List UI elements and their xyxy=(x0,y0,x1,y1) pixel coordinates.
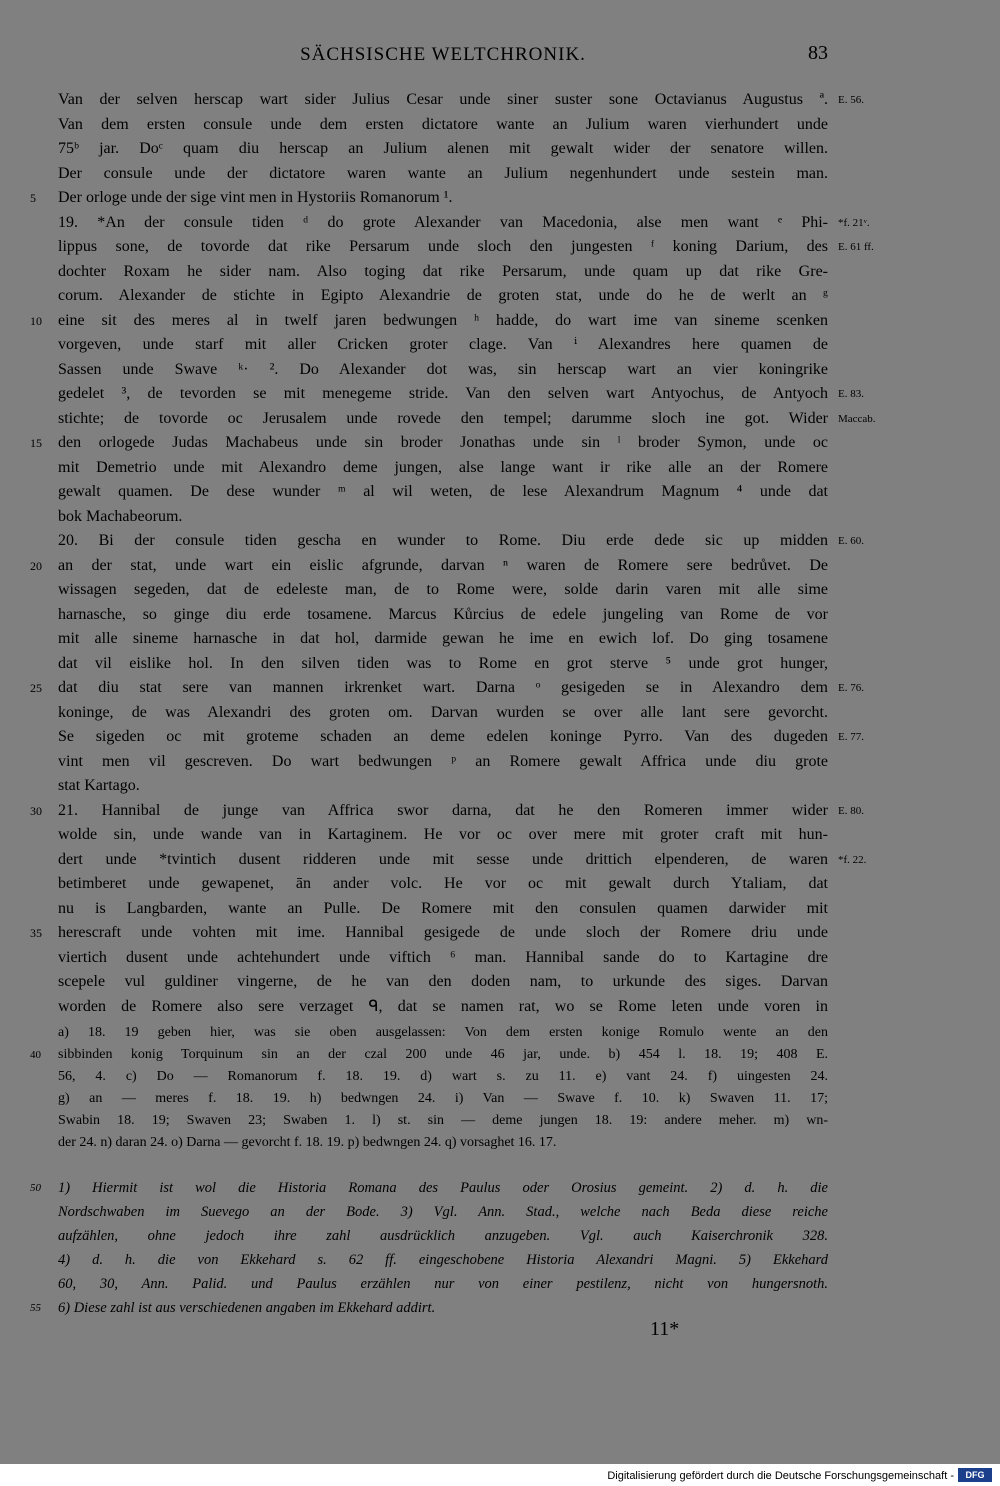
text-line xyxy=(30,431,828,456)
text-line xyxy=(30,1176,828,1200)
signature-mark: 11* xyxy=(650,1318,680,1340)
text-line xyxy=(58,505,828,530)
line-text: worden de Romere also sere verzaget ᑫ, dat se namen rat, wo se Rome leten unde voren in xyxy=(58,997,828,1015)
text-line xyxy=(30,799,864,824)
main-text xyxy=(30,88,876,1019)
line-text: koninge, de was Alexandri des groten om. Darvan wurden se over alle lant sere gevorcht. xyxy=(58,703,828,721)
line-text: sibbinden konig Torquinum sin an der czal 200 unde 46 jar, unde. b) 454 l. 18. 19; 408 E. xyxy=(58,1047,828,1062)
line-text: der 24. n) daran 24. o) Darna — gevorcht f. 18. 19. p) bedwngen 24. q) vorsaghet 16. 17. xyxy=(58,1135,557,1150)
page-header xyxy=(58,44,828,72)
line-text: 19. *An der consule tiden ᵈ do grote Alexander van Macedonia, alse men want ᵉ Phi- xyxy=(58,213,828,231)
line-text: den orlogede Judas Machabeus unde sin broder Jonathas unde sin ˡ broder Symon, unde oc xyxy=(58,434,828,451)
line-text: mit alle sineme harnasche in dat hol, darmide gewan he ime en ewich lof. Do ging tosamene xyxy=(58,630,828,647)
margin-note: *f. 22. xyxy=(838,853,867,866)
line-number: 35 xyxy=(30,926,42,940)
text-line xyxy=(58,456,828,481)
text-line xyxy=(58,1224,828,1248)
text-line xyxy=(58,1132,828,1154)
text-line xyxy=(58,823,828,848)
text-line xyxy=(58,137,828,162)
text-line xyxy=(58,1110,828,1132)
margin-note: Maccab. xyxy=(838,412,876,425)
text-line xyxy=(58,701,828,726)
line-text: wissagen segeden, dat de edeleste man, de to Rome were, solde darin varen mit alle sime xyxy=(58,581,828,598)
text-line xyxy=(58,603,828,628)
text-line xyxy=(58,897,828,922)
line-number: 25 xyxy=(30,681,42,695)
text-line xyxy=(58,1248,828,1272)
text-line xyxy=(58,774,828,799)
text-line xyxy=(58,407,876,432)
line-text: aufzählen, ohne jedoch ihre zahl ausdrücklich anzugeben. Vgl. auch Kaiserchronik 328. xyxy=(58,1228,828,1244)
line-text: betimberet unde gewapenet, ān ander volc. He vor oc mit gewalt durch Ytaliam, dat xyxy=(58,875,828,892)
text-line xyxy=(30,1296,828,1320)
line-text: stichte; de tovorde oc Jerusalem unde rovede den tempel; darumme sloch ine got. Wider xyxy=(58,409,828,427)
line-text: 1) Hiermit ist wol die Historia Romana des Paulus oder Orosius gemeint. 2) d. h. die xyxy=(58,1180,828,1196)
line-text: 20. Bi der consule tiden gescha en wunder to Rome. Diu erde dede sic up midden xyxy=(58,532,828,549)
text-line xyxy=(58,1066,828,1088)
line-text: nu is Langbarden, wante an Pulle. De Romere mit den consulen quamen darwider mit xyxy=(58,899,828,917)
line-text: Van der selven herscap wart sider Julius Cesar unde siner suster sone Octavianus Augustus ª. xyxy=(58,91,828,108)
text-line xyxy=(58,725,864,750)
text-line xyxy=(58,1088,828,1110)
line-text: dochter Roxam he sider nam. Also toging dat rike Persarum, unde quam up dat rike Gre- xyxy=(58,262,828,280)
text-line xyxy=(30,676,864,701)
margin-note: E. 77. xyxy=(838,731,864,743)
text-line xyxy=(58,211,870,236)
line-text: an der stat, unde wart ein eislic afgrunde, darvan ⁿ waren de Romere sere bedrůvet. De xyxy=(58,556,828,574)
line-text: dat vil eislike hol. In den silven tiden was to Rome en grot sterve ⁵ unde grot hunger, xyxy=(58,654,828,672)
text-line xyxy=(58,382,864,407)
text-line xyxy=(58,260,828,285)
margin-note: *f. 21ᵛ. xyxy=(838,216,870,229)
text-line xyxy=(58,872,828,897)
line-number: 5 xyxy=(30,191,36,205)
line-text: Swabin 18. 19; Swaven 23; Swaben 1. l) st. sin — deme jungen 18. 19: andere meher. m) wn- xyxy=(58,1113,828,1128)
line-text: Se sigeden oc mit groteme schaden an deme edelen koninge Pyrro. Van des dugeden xyxy=(58,728,828,745)
line-number: 20 xyxy=(30,558,42,573)
text-line xyxy=(58,529,864,554)
text-line xyxy=(30,1044,828,1066)
text-line xyxy=(58,995,828,1020)
line-number: 15 xyxy=(30,436,42,450)
line-text: Nordschwaben im Suevego an der Bode. 3) Vgl. Ann. Stad., welche nach Beda diese reiche xyxy=(58,1204,828,1220)
text-line xyxy=(58,1200,828,1224)
text-line xyxy=(58,1272,828,1296)
text-line xyxy=(58,1022,828,1044)
line-text: 4) d. h. die von Ekkehard s. 62 ff. eingeschobene Historia Alexandri Magni. 5) Ekkehard xyxy=(58,1252,828,1268)
line-text: eine sit des meres al in twelf jaren bedwungen ʰ hadde, do wart ime van sineme scenken xyxy=(58,311,828,329)
line-number: 40 xyxy=(30,1049,41,1061)
text-line xyxy=(30,186,828,211)
text-line xyxy=(58,848,867,873)
line-text: Der consule unde der dictatore waren wante an Julium negenhundert unde sestein man. xyxy=(58,164,828,182)
text-line xyxy=(58,162,828,187)
text-line xyxy=(58,235,874,260)
text-line xyxy=(58,627,828,652)
line-text: dert unde *tvintich dusent ridderen unde mit sesse unde drittich elpenderen, de waren xyxy=(58,850,828,868)
text-line xyxy=(58,480,828,505)
line-text: 6) Diese zahl ist aus verschiedenen angaben im Ekkehard addirt. xyxy=(58,1300,436,1316)
line-text: lippus sone, de tovorde dat rike Persarum unde sloch den jungesten ᶠ koning Darium, des xyxy=(58,238,828,255)
line-text: mit Demetrio unde mit Alexandro deme jungen, alse lange want ir rike alle an der Romere xyxy=(58,458,828,476)
line-text: corum. Alexander de stichte in Egipto Alexandrie de groten stat, unde do he de werlt an ᵍ xyxy=(58,287,828,304)
text-line xyxy=(58,750,828,775)
text-line xyxy=(58,284,828,309)
line-text: stat Kartago. xyxy=(58,777,140,794)
running-title: SÄCHSISCHE WELTCHRONIK. xyxy=(300,44,586,65)
page-number: 83 xyxy=(808,42,828,64)
explanatory-notes xyxy=(30,1176,828,1320)
margin-note: E. 83. xyxy=(838,388,864,400)
line-number: 10 xyxy=(30,313,42,328)
line-text: vorgeven, unde starf mit aller Cricken groter clage. Van ⁱ Alexandres here quamen de xyxy=(58,336,828,353)
line-text: g) an — meres f. 18. 19. h) bedwngen 24. i) Van — Swave f. 10. k) Swaven 11. 17; xyxy=(58,1091,828,1106)
line-text: wolde sin, unde wande van in Kartaginem. He vor oc over mere mit groter craft mit hun- xyxy=(58,826,828,843)
text-line xyxy=(58,358,828,383)
margin-note: E. 60. xyxy=(838,535,864,547)
line-number: 50 xyxy=(30,1182,41,1194)
line-text: 56, 4. c) Do — Romanorum f. 18. 19. d) wart s. zu 11. e) vant 24. f) uingesten 24. xyxy=(58,1069,828,1084)
line-text: viertich dusent unde achtehundert unde viftich ⁶ man. Hannibal sande do to Kartagine dre xyxy=(58,948,828,966)
line-text: Sassen unde Swave ᵏ· ². Do Alexander dot was, sin herscap wart an vier koningrike xyxy=(58,360,828,378)
text-line xyxy=(58,578,828,603)
text-line xyxy=(58,652,828,677)
line-text: bok Machabeorum. xyxy=(58,507,183,525)
line-text: 60, 30, Ann. Palid. und Paulus erzählen nur von einer pestilenz, nicht von hungersnoth. xyxy=(58,1276,828,1292)
margin-note: E. 76. xyxy=(838,682,864,694)
margin-note: E. 61 ff. xyxy=(838,241,874,253)
line-text: gedelet ³, de tevorden se mit menegeme stride. Van den selven wart Antyochus, de Antyoch xyxy=(58,385,828,402)
text-line xyxy=(30,554,828,579)
line-text: scepele vul guldiner vingerne, de he van den doden nam, to urkunde des siges. Darvan xyxy=(58,973,828,990)
line-text: 75ᵇ jar. Doᶜ quam diu herscap an Julium alenen mit gewalt wider der senatore willen. xyxy=(58,140,828,157)
line-text: gewalt quamen. De dese wunder ᵐ al wil weten, de lese Alexandrum Magnum ⁴ unde dat xyxy=(58,483,828,500)
dfg-logo-icon: DFG xyxy=(958,1468,992,1482)
line-text: a) 18. 19 geben hier, was sie oben ausgelassen: Von dem ersten konige Romulo wente an den xyxy=(58,1025,828,1040)
text-line xyxy=(58,970,828,995)
margin-note: E. 80. xyxy=(838,804,864,817)
text-line xyxy=(58,88,864,113)
critical-apparatus xyxy=(30,1022,828,1154)
text-line xyxy=(58,113,828,138)
text-line xyxy=(30,921,828,946)
line-text: herescraft unde vohten mit ime. Hannibal gesigede de unde sloch der Romere driu unde xyxy=(58,924,828,941)
line-number: 55 xyxy=(30,1302,41,1314)
dfg-credit: Digitalisierung gefördert durch die Deutsche Forschungsgemeinschaft - xyxy=(607,1470,954,1482)
line-text: vint men vil gescreven. Do wart bedwungen ᵖ an Romere gewalt Affrica unde diu grote xyxy=(58,752,828,770)
text-line xyxy=(58,946,828,971)
text-line xyxy=(58,333,828,358)
line-text: dat diu stat sere van mannen irkrenket wart. Darna ᵒ gesigeden se in Alexandro dem xyxy=(58,679,828,696)
text-line xyxy=(30,309,828,334)
margin-note: E. 56. xyxy=(838,94,864,106)
line-number: 30 xyxy=(30,803,42,818)
line-text: 21. Hannibal de junge van Affrica swor darna, dat he den Romeren immer wider xyxy=(58,801,828,819)
line-text: harnasche, so ginge diu erde tosamene. Marcus Kůrcius de edele jungeling van Rome de vor xyxy=(58,605,828,623)
line-text: Van dem ersten consule unde dem ersten dictatore wante an Julium waren vierhundert unde xyxy=(58,115,828,133)
line-text: Der orloge unde der sige vint men in Hystoriis Romanorum ¹. xyxy=(58,189,453,206)
